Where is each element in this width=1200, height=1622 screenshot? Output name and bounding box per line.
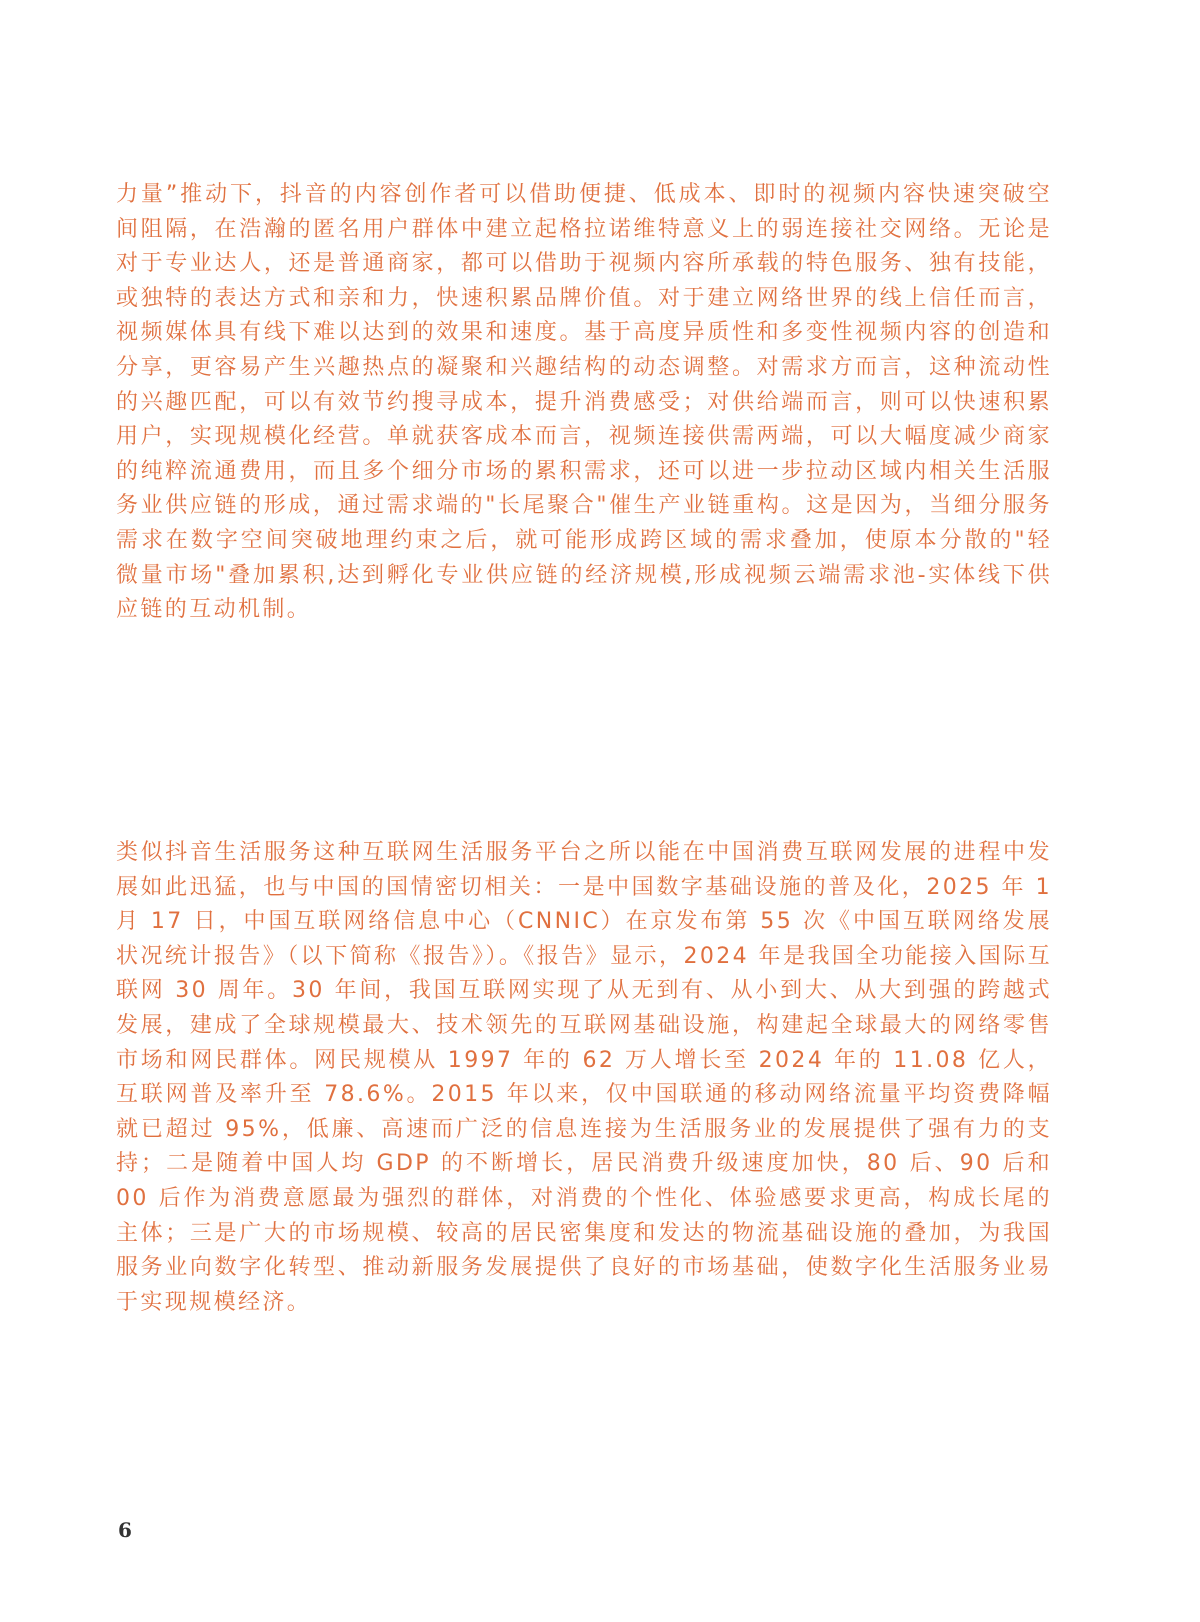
page-number: 6 [118,1518,132,1542]
body-paragraph-2: 类似抖音生活服务这种互联网生活服务平台之所以能在中国消费互联网发展的进程中发展如此迅猛，也与中国的国情密切相关：一是中国数字基础设施的普及化，2025 年 1 月 17 日，中国互联网络信息中心（CNNIC）在京发布第 55 次《中国互联网络发展状况统计报告》（以下简称《报告》）。《报告》显示，2024 年是我国全功能接入国际互联网 30 周年。30 年间，我国互联网实现了从无到有、从小到大、从大到强的跨越式发展，建成了全球规模最大、技术领先的互联网基础设施，构建起全球最大的网络零售市场和网民群体。网民规模从 1997 年的 62 万人增长至 2024 年的 11.08 亿人，互联网普及率升至 78.6%。2015 年以来，仅中国联通的移动网络流量平均资费降幅就已超过 95%，低廉、高速而广泛的信息连接为生活服务业的发展提供了强有力的支持；二是随着中国人均 GDP 的不断增长，居民消费升级速度加快，80 后、90 后和 00 后作为消费意愿最为强烈的群体，对消费的个性化、体验感要求更高，构成长尾的主体；三是广大的市场规模、较高的居民密集度和发达的物流基础设施的叠加，为我国服务业向数字化转型、推动新服务发展提供了良好的市场基础，使数字化生活服务业易于实现规模经济。 [116,840,1052,1315]
body-paragraph-1: 力量”推动下，抖音的内容创作者可以借助便捷、低成本、即时的视频内容快速突破空间阻隔，在浩瀚的匿名用户群体中建立起格拉诺维特意义上的弱连接社交网络。无论是对于专业达人，还是普通商家，都可以借助于视频内容所承载的特色服务、独有技能，或独特的表达方式和亲和力，快速积累品牌价值。对于建立网络世界的线上信任而言，视频媒体具有线下难以达到的效果和速度。基于高度异质性和多变性视频内容的创造和分享，更容易产生兴趣热点的凝聚和兴趣结构的动态调整。对需求方而言，这种流动性的兴趣匹配，可以有效节约搜寻成本，提升消费感受；对供给端而言，则可以快速积累用户，实现规模化经营。单就获客成本而言，视频连接供需两端，可以大幅度减少商家的纯粹流通费用，而且多个细分市场的累积需求，还可以进一步拉动区域内相关生活服务业供应链的形成，通过需求端的"长尾聚合"催生产业链重构。这是因为，当细分服务需求在数字空间突破地理约束之后，就可能形成跨区域的需求叠加，使原本分散的"轻微量市场"叠加累积,达到孵化专业供应链的经济规模,形成视频云端需求池-实体线下供应链的互动机制。 [116,182,1052,623]
